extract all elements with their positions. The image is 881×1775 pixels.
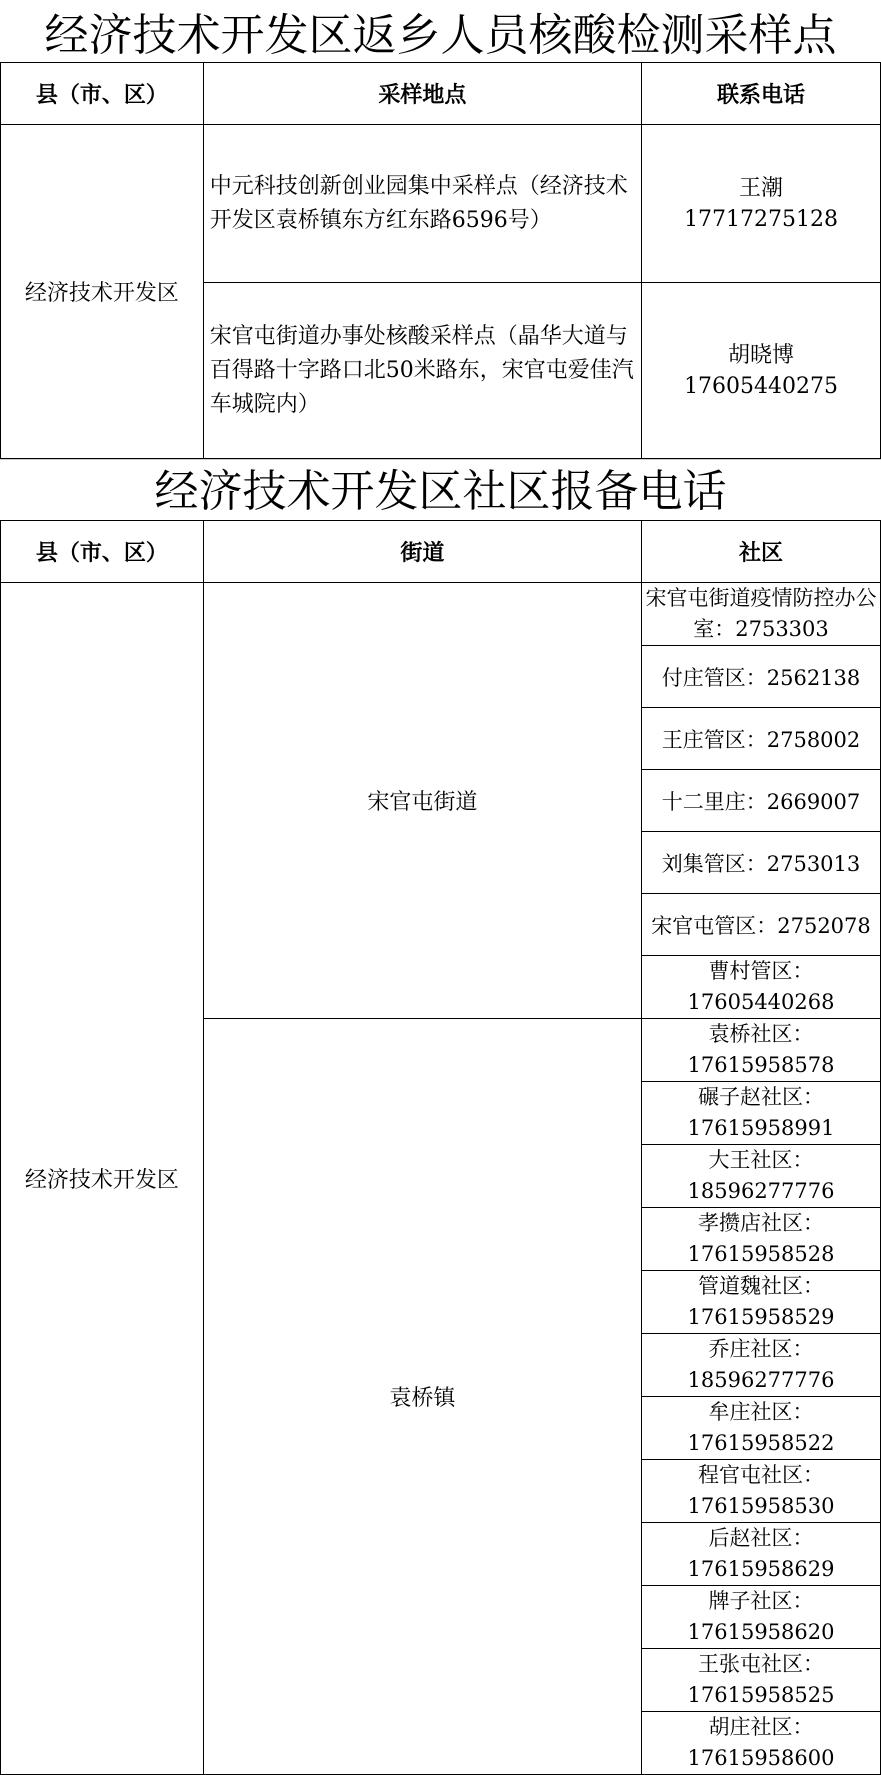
section2-title: 经济技术开发区社区报备电话: [154, 466, 727, 517]
location-cell: 宋官屯街道办事处核酸采样点（晶华大道与百得路十字路口北50米路东，宋官屯爱佳汽车城院内）: [203, 283, 641, 459]
community-cell: 管道魏社区：17615958529: [642, 1271, 881, 1334]
community-cell: 王张屯社区：17615958525: [642, 1649, 881, 1712]
community-cell: 胡庄社区：17615958600: [642, 1712, 881, 1775]
contact-name: 王潮: [739, 175, 784, 201]
community-cell: 付庄管区：2562138: [642, 646, 881, 708]
table-header-row: [1, 521, 881, 583]
community-cell: 袁桥社区：17615958578: [642, 1019, 881, 1082]
community-cell: 大王社区：18596277776: [642, 1145, 881, 1208]
header-phone: 联系电话: [642, 63, 881, 125]
location-cell: 中元科技创新创业园集中采样点（经济技术开发区袁桥镇东方红东路6596号）: [203, 125, 641, 283]
section-divider: [0, 459, 881, 460]
table-header-row: [1, 63, 881, 125]
community-cell: 宋官屯管区：2752078: [642, 894, 881, 956]
community-cell: 碾子赵社区：17615958991: [642, 1082, 881, 1145]
section1-title: 经济技术开发区返乡人员核酸检测采样点: [44, 10, 837, 61]
contact-name: 胡晓博: [728, 342, 795, 368]
street-cell: 宋官屯街道: [203, 583, 641, 1019]
header-street: 街道: [203, 521, 641, 583]
community-cell: 孝攒店社区：17615958528: [642, 1208, 881, 1271]
community-cell: 宋官屯街道疫情防控办公室：2753303: [642, 583, 881, 646]
table-row: [1, 583, 881, 646]
header-district: 县（市、区）: [1, 63, 204, 125]
community-cell: 后赵社区：17615958629: [642, 1523, 881, 1586]
district-cell: 经济技术开发区: [1, 125, 204, 459]
community-cell: 牟庄社区：17615958522: [642, 1397, 881, 1460]
community-cell: 曹村管区：17605440268: [642, 956, 881, 1019]
district-cell: 经济技术开发区: [1, 583, 204, 1775]
contact-phone: 17717275128: [684, 206, 839, 232]
community-cell: 乔庄社区：18596277776: [642, 1334, 881, 1397]
community-cell: 牌子社区：17615958620: [642, 1586, 881, 1649]
street-cell: 袁桥镇: [203, 1019, 641, 1775]
community-phones-table: [0, 520, 881, 1775]
contact-cell: [642, 283, 881, 459]
header-location: 采样地点: [203, 63, 641, 125]
header-district: 县（市、区）: [1, 521, 204, 583]
table-row: [1, 125, 881, 283]
community-cell: 刘集管区：2753013: [642, 832, 881, 894]
sampling-sites-table: [0, 62, 881, 459]
community-cell: 十二里庄：2669007: [642, 770, 881, 832]
contact-cell: [642, 125, 881, 283]
contact-phone: 17605440275: [684, 373, 839, 399]
community-cell: 程官屯社区：17615958530: [642, 1460, 881, 1523]
community-cell: 王庄管区：2758002: [642, 708, 881, 770]
header-community: 社区: [642, 521, 881, 583]
